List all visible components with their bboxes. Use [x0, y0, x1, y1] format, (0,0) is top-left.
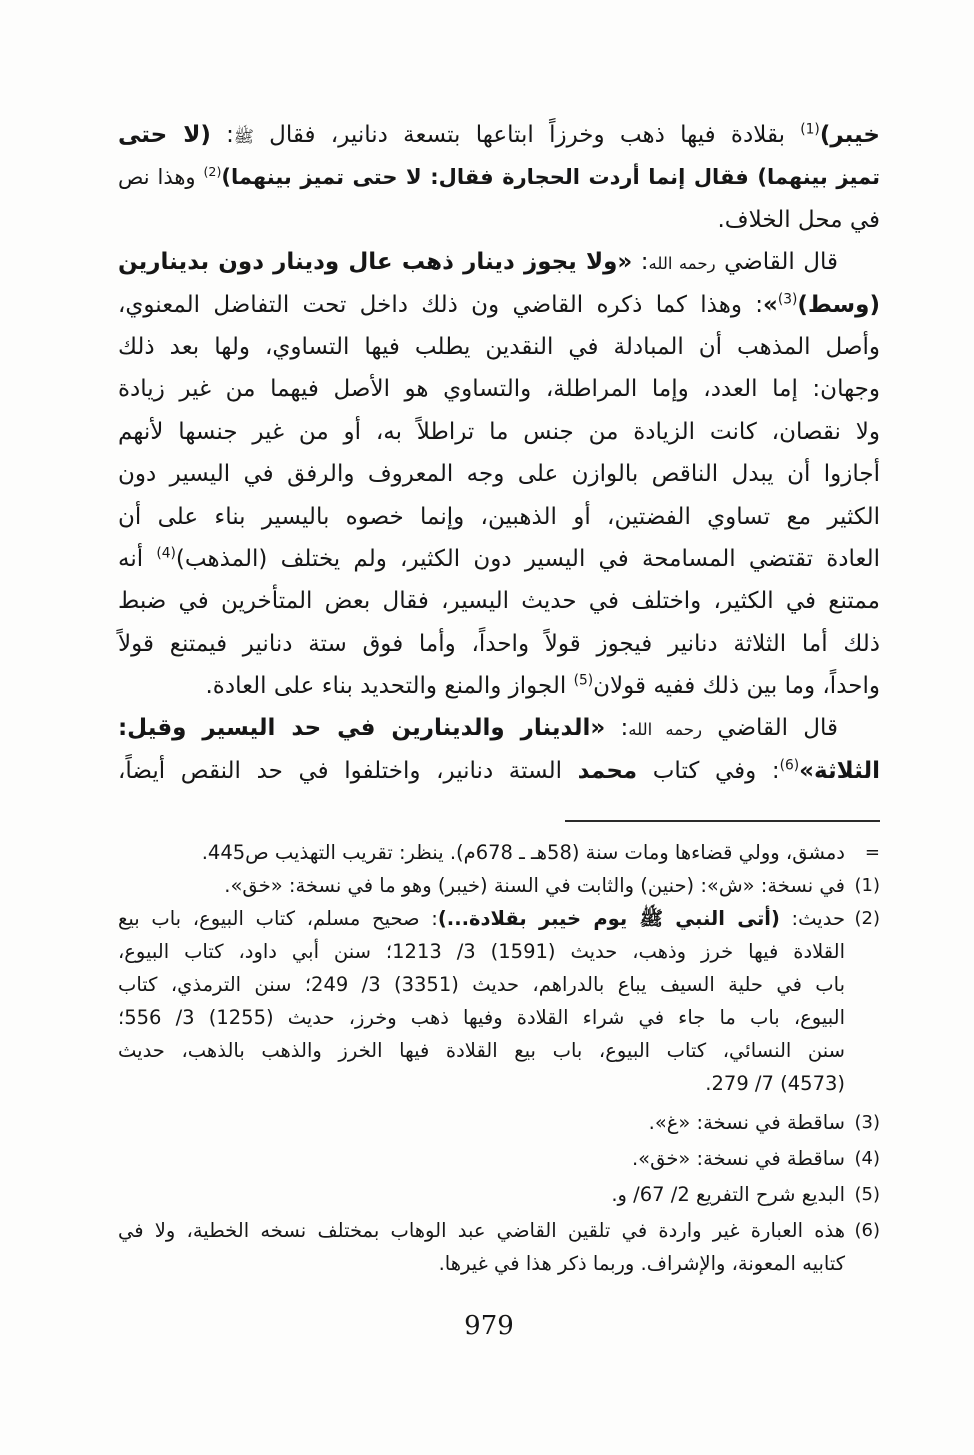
text-run: : وهذا كما ذكره القاضي ون ذلك داخل تحت التفاضل المعنوي،	[118, 291, 763, 318]
footnote-line	[118, 1034, 845, 1067]
text-run: في نسخة: «ش»: (حنين) والثابت في السنة (خيبر) وهو ما في نسخة: «خق».	[224, 874, 845, 897]
text-line	[118, 284, 880, 326]
honorific-ligature: ﷺ	[233, 127, 254, 146]
line-text	[118, 631, 880, 657]
text-line	[118, 156, 880, 198]
text-line	[118, 496, 880, 538]
footnote-body	[118, 1214, 845, 1280]
footnote-reference: (1)	[800, 121, 820, 138]
line-text	[118, 973, 845, 996]
line-text	[118, 334, 880, 360]
text-line	[118, 114, 880, 156]
line-text	[118, 461, 880, 487]
footnote	[118, 1142, 880, 1175]
footnote-line	[118, 1247, 845, 1280]
footnote-body	[118, 836, 845, 869]
text-run: وأصل المذهب أن المبادلة في النقدين يطلب فيها التساوي، ولها بعد ذلك	[118, 333, 880, 360]
text-run: :	[605, 715, 629, 742]
footnote-reference: (6)	[779, 757, 800, 774]
line-text	[205, 673, 880, 699]
text-line	[118, 580, 880, 622]
text-line	[118, 623, 880, 665]
page-number: 979	[464, 1311, 514, 1341]
line-text	[118, 758, 880, 784]
line-text	[118, 546, 880, 572]
line-text	[224, 874, 845, 897]
footnote-line	[118, 1214, 845, 1247]
text-run: قال القاضي	[702, 715, 838, 742]
text-run: : صحيح مسلم، كتاب البيوع، باب بيع	[118, 907, 438, 930]
footnote	[118, 869, 880, 902]
text-run: الجواز والمنع والتحديد بناء على العادة.	[205, 673, 574, 700]
line-text	[439, 1252, 845, 1275]
text-run: هذه العبارة غير واردة في تلقين القاضي عبد الوهاب بمختلف نسخه الخطية، ولا في	[118, 1219, 845, 1242]
footnote-body	[118, 1178, 845, 1211]
bold-text-run: (وسط)	[797, 291, 880, 318]
text-run: الستة دنانير، واختلفوا في حد النقص أيضاً،	[118, 757, 578, 784]
footnote	[118, 1178, 880, 1211]
honorific-ligature: رحمه الله	[628, 720, 703, 740]
footnote-reference: (3)	[777, 290, 798, 307]
line-text	[118, 1039, 845, 1062]
footnote-number: (1)	[854, 875, 880, 896]
line-text	[705, 1072, 845, 1095]
line-text	[202, 841, 845, 864]
text-line	[118, 453, 880, 495]
bold-text-run: (لا حتى	[118, 122, 211, 148]
line-text	[118, 907, 845, 930]
text-run: العادة تقتضي المسامحة في اليسير دون الكثير، ولم يختلف (المذهب)	[175, 545, 880, 572]
text-run: : وفي كتاب	[637, 757, 780, 784]
text-run: ساقطة في نسخة: «خق».	[631, 1147, 845, 1170]
footnote-continuation	[118, 836, 880, 869]
line-text	[118, 588, 880, 614]
footnote-number: =	[864, 842, 880, 863]
text-line	[118, 368, 880, 410]
footnote	[118, 1106, 880, 1139]
text-run: ممتنع في الكثير، واختلف في حديث اليسير، فقال بعض المتأخرين في ضبط	[118, 588, 880, 615]
line-text	[632, 1147, 845, 1170]
line-text	[611, 1183, 845, 1206]
footnote-body	[118, 902, 845, 1100]
text-run: قال القاضي	[715, 249, 838, 276]
bold-text-run: «ولا يجوز دينار ذهب عال ودينار دون بدينارين	[117, 249, 633, 276]
line-text	[118, 122, 880, 148]
text-run: :	[632, 249, 649, 276]
line-text	[118, 376, 880, 402]
text-run: باب في حلية السيف يباع بالدراهم، حديث (3351) 3/ 249؛ سنن الترمذي، كتاب	[118, 973, 845, 996]
footnote-line	[118, 935, 845, 968]
footnote	[118, 1214, 880, 1280]
footnote-line	[118, 869, 845, 902]
line-text	[118, 504, 880, 530]
paragraph	[118, 241, 880, 707]
text-run: البديع شرح التفريع 2/ 67/ و.	[611, 1183, 845, 1206]
bold-text-run: «الدينار والدينارين في حد اليسير وقيل:	[117, 715, 606, 742]
main-text-block	[118, 114, 880, 792]
line-text	[118, 1219, 845, 1242]
footnote-reference: (5)	[573, 672, 594, 689]
footnote-line	[118, 1142, 845, 1175]
text-run: كتابيه المعونة، والإشراف. وربما ذكر هذا في غيرها.	[438, 1252, 845, 1275]
footnote-number: (2)	[854, 908, 880, 929]
text-run: القلادة فيها خرز وذهب، حديث (1591) 3/ 1213؛ سنن أبي داود، كتاب البيوع،	[118, 940, 845, 963]
paragraph	[118, 114, 880, 241]
footnotes-block	[118, 836, 880, 1280]
bold-text-run: (أتى النبي ﷺ يوم خيبر بقلادة...)	[437, 907, 780, 930]
footnote-number: (5)	[854, 1184, 880, 1205]
footnote-reference: (4)	[156, 545, 176, 562]
text-line	[118, 538, 880, 580]
line-text	[118, 165, 880, 189]
text-run: أجازوا أن يبدل الناقص بالوازن على وجه المعروف والرفق في اليسير دون	[118, 461, 880, 488]
footnote-line	[118, 902, 845, 935]
text-run: واحداً، وما بين ذلك ففيه قولان	[593, 673, 880, 700]
footnote-line	[118, 1178, 845, 1211]
footnote-line	[118, 968, 845, 1001]
bold-text-run: محمد	[577, 757, 638, 784]
line-text	[718, 207, 881, 233]
text-run: سنن النسائي، كتاب البيوع، باب بيع القلادة فيها الخرز والذهب بالذهب، حديث	[118, 1039, 845, 1062]
footnote-number: (4)	[854, 1148, 880, 1169]
text-run: وجهان: إما العدد، وإما المراطلة، والتساوي هو الأصل فيهما من غير زيادة	[118, 376, 880, 403]
footnote	[118, 902, 880, 1100]
text-run: :	[210, 122, 234, 148]
bold-text-run: الثلاثة»	[799, 757, 880, 784]
text-line	[118, 707, 880, 749]
line-text	[118, 715, 838, 741]
line-text	[118, 419, 880, 445]
footnote-reference: (2)	[203, 164, 222, 180]
honorific-ligature: رحمه الله	[648, 254, 716, 274]
text-run: حديث:	[779, 907, 845, 930]
footnote-line	[118, 1001, 845, 1034]
footnote-body	[118, 1106, 845, 1139]
footnote-line	[118, 1106, 845, 1139]
text-run: دمشق، وولي قضاءها ومات سنة (58هـ ـ 678م). ينظر: تقريب التهذيب ص445.	[201, 841, 845, 864]
footnote-separator	[565, 820, 880, 822]
bold-text-run: »	[763, 291, 778, 318]
text-run: البيوع، باب ما جاء في شراء القلادة وفيها ذهب وخرز، حديث (1255) 3/ 556؛	[118, 1006, 845, 1029]
line-text	[118, 292, 880, 318]
text-run: وهذا نص	[117, 165, 204, 190]
footnote-body	[118, 869, 845, 902]
text-line	[118, 199, 880, 241]
text-line	[118, 241, 880, 283]
text-run: بقلادة فيها ذهب وخرزاً ابتاعها بتسعة دنانير، فقال	[253, 122, 801, 148]
footnote-line	[118, 836, 845, 869]
text-line	[118, 750, 880, 792]
text-run: ساقطة في نسخة: «غ».	[648, 1111, 845, 1134]
footnote-line	[118, 1067, 845, 1100]
text-run: ولا نقصان، كانت الزيادة من جنس ما تراطلاً به، أو من غير جنسها لأنهم	[118, 418, 880, 445]
text-run: (4573) 7/ 279.	[705, 1072, 845, 1095]
line-text	[118, 249, 838, 275]
line-text	[649, 1111, 845, 1134]
text-run: الكثير مع تساوي الفضتين، أو الذهبين، وإنما خصوه باليسير بناء على أن	[118, 503, 880, 530]
text-line	[118, 665, 880, 707]
line-text	[118, 940, 845, 963]
bold-text-run: خيبر)	[819, 122, 880, 148]
text-line	[118, 411, 880, 453]
text-line	[118, 326, 880, 368]
bold-text-run: تميز بينهما) فقال إنما أردت الحجارة فقال: لا حتى تميز بينهما)	[221, 165, 880, 190]
text-run: في محل الخلاف.	[717, 206, 880, 233]
footnote-body	[118, 1142, 845, 1175]
text-run: أنه	[118, 545, 157, 572]
text-run: ذلك أما الثلاثة دنانير فيجوز قولاً واحداً، وأما فوق ستة دنانير فيمتنع قولاً	[118, 630, 880, 657]
footnote-number: (3)	[854, 1112, 880, 1133]
paragraph	[118, 707, 880, 792]
footnote-number: (6)	[854, 1220, 880, 1241]
line-text	[118, 1006, 845, 1029]
